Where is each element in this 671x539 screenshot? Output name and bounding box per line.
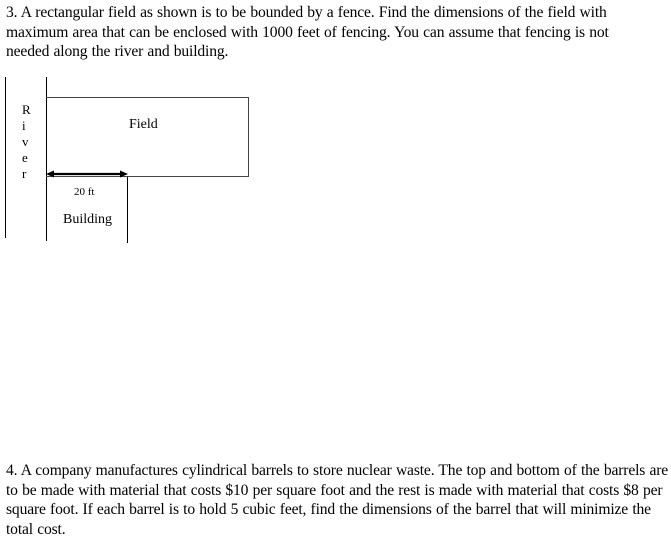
river-letter: i	[22, 118, 26, 133]
river-letter: r	[22, 166, 27, 181]
problem-4-text: 4. A company manufactures cylindrical barrels to store nuclear waste. The top and bottom of the barrels are to be made with material that costs $10 per square foot and the rest is made with material that costs $8 per square foot. If each barrel is to hold 5 cubic feet, find the dimensions of the barrel that will minimize the total cost.	[6, 462, 669, 538]
river-letter: R	[22, 102, 31, 117]
river-letter: v	[22, 134, 29, 149]
river-letter: e	[22, 150, 28, 165]
building-label: Building	[63, 212, 113, 227]
dimension-label: 20 ft	[74, 186, 95, 198]
problem-3-text: 3. A rectangular field as shown is to be bounded by a fence. Find the dimensions of the field with maximum area that can be enclosed with 1000 feet of fencing. You can assume that fencing is not needed along the river and building.	[6, 4, 609, 61]
field-label: Field	[129, 117, 158, 132]
